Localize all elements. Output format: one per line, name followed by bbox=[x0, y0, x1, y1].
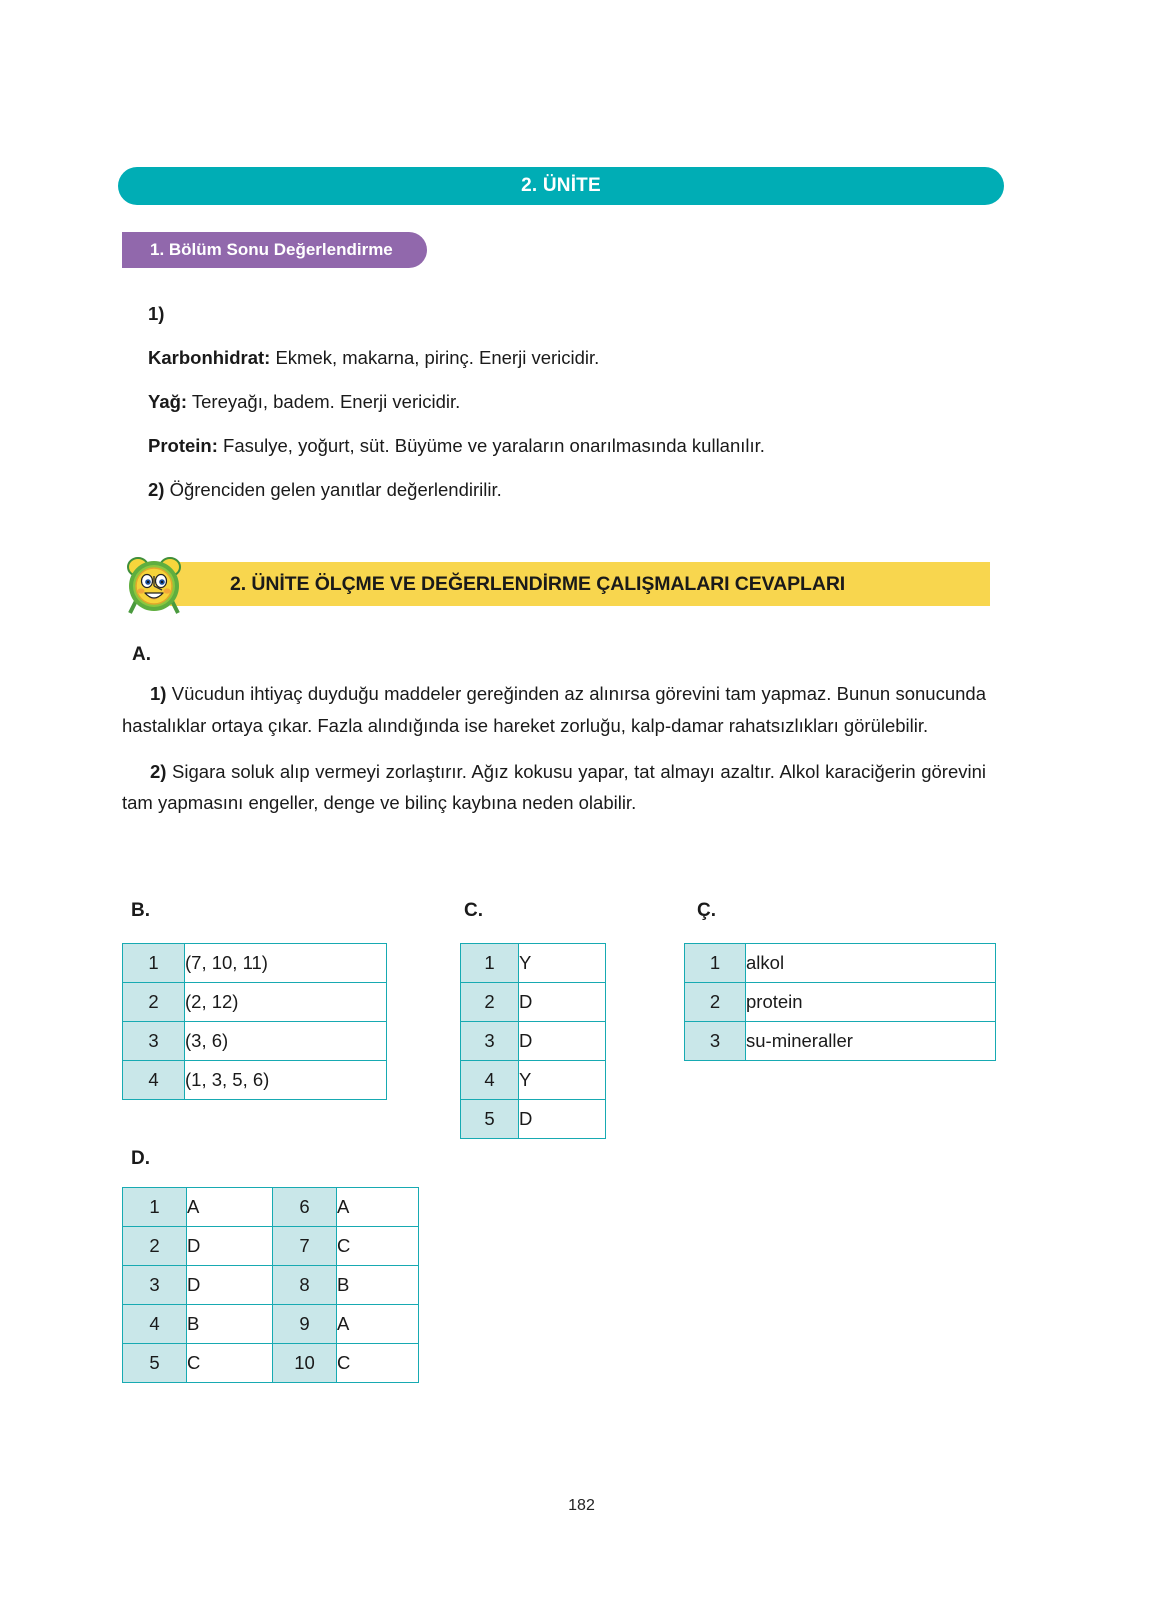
evaluation-banner-title: 2. ÜNİTE ÖLÇME VE DEĞERLENDİRME ÇALIŞMALARI CEVAPLARI bbox=[230, 572, 846, 595]
row-number: 2 bbox=[461, 983, 519, 1022]
nutrient-term-carb: Karbonhidrat: bbox=[148, 347, 271, 369]
q1-label: 1) bbox=[148, 303, 165, 324]
nutrient-item-protein bbox=[148, 432, 1008, 460]
row-value-right: C bbox=[337, 1227, 419, 1266]
unit-title-bar bbox=[118, 167, 1004, 205]
q2-line bbox=[148, 476, 1008, 504]
row-number: 1 bbox=[685, 944, 746, 983]
page-number: 182 bbox=[568, 1497, 595, 1514]
section-a-item-2 bbox=[122, 756, 986, 820]
row-value: (2, 12) bbox=[185, 983, 387, 1022]
row-number-right: 10 bbox=[273, 1344, 337, 1383]
nutrient-text-protein: Fasulye, yoğurt, süt. Büyüme ve yaraların onarılmasında kullanılır. bbox=[217, 435, 765, 457]
alarm-clock-mascot-icon bbox=[122, 553, 188, 615]
table-row bbox=[123, 1266, 419, 1305]
row-number: 5 bbox=[461, 1100, 519, 1139]
q2-text: Öğrenciden gelen yanıtlar değerlendirilir. bbox=[164, 479, 502, 501]
row-number-right: 7 bbox=[273, 1227, 337, 1266]
section-cc-answer-table bbox=[684, 943, 996, 1061]
section-a-item-1-text: Vücudun ihtiyaç duyduğu maddeler gereğinden az alınırsa görevini tam yapmaz. Bunun sonucunda hastalıklar ortaya çıkar. Fazla alındığında ise hareket zorluğu, kalp-damar rahatsızlıkları görülebilir. bbox=[122, 683, 986, 736]
row-value-left: A bbox=[187, 1188, 273, 1227]
evaluation-banner bbox=[122, 560, 1012, 610]
row-value-right: B bbox=[337, 1266, 419, 1305]
section-c-answer-table bbox=[460, 943, 606, 1139]
row-number-left: 2 bbox=[123, 1227, 187, 1266]
evaluation-banner-bar bbox=[170, 562, 990, 606]
row-value-left: C bbox=[187, 1344, 273, 1383]
nutrient-item-carb bbox=[148, 344, 1008, 372]
row-number: 2 bbox=[123, 983, 185, 1022]
q1-label-line bbox=[148, 300, 1008, 328]
row-value-right: A bbox=[337, 1305, 419, 1344]
section-one-body bbox=[148, 300, 1008, 521]
row-value: D bbox=[519, 1100, 606, 1139]
table-row bbox=[685, 944, 996, 983]
table-row bbox=[123, 1344, 419, 1383]
row-value: (3, 6) bbox=[185, 1022, 387, 1061]
nutrient-text-fat: Tereyağı, badem. Enerji vericidir. bbox=[187, 391, 461, 413]
row-number: 3 bbox=[461, 1022, 519, 1061]
row-value-right: C bbox=[337, 1344, 419, 1383]
row-number-right: 9 bbox=[273, 1305, 337, 1344]
section-badge-text: 1. Bölüm Sonu Değerlendirme bbox=[150, 240, 393, 259]
table-row bbox=[685, 1022, 996, 1061]
section-a-item-1 bbox=[122, 678, 986, 742]
table-row bbox=[461, 1022, 606, 1061]
table-row bbox=[461, 944, 606, 983]
table-row bbox=[123, 1227, 419, 1266]
row-number-left: 5 bbox=[123, 1344, 187, 1383]
row-number-left: 1 bbox=[123, 1188, 187, 1227]
row-value: (7, 10, 11) bbox=[185, 944, 387, 983]
row-number: 2 bbox=[685, 983, 746, 1022]
row-number: 4 bbox=[461, 1061, 519, 1100]
table-row bbox=[123, 944, 387, 983]
row-number: 1 bbox=[123, 944, 185, 983]
section-a-item-2-label: 2) bbox=[150, 760, 167, 782]
section-a-body bbox=[122, 678, 986, 833]
nutrient-text-carb: Ekmek, makarna, pirinç. Enerji vericidir. bbox=[270, 347, 600, 369]
section-d-answer-table bbox=[122, 1187, 419, 1383]
row-value: D bbox=[519, 983, 606, 1022]
table-row bbox=[123, 1061, 387, 1100]
nutrient-item-fat bbox=[148, 388, 1008, 416]
row-value: Y bbox=[519, 1061, 606, 1100]
section-c-label: C. bbox=[464, 900, 483, 921]
row-value: su-mineraller bbox=[746, 1022, 996, 1061]
row-value: D bbox=[519, 1022, 606, 1061]
section-a-item-2-text: Sigara soluk alıp vermeyi zorlaştırır. Ağız kokusu yapar, tat almayı azaltır. Alkol karaciğerin görevini tam yapmasını engeller, denge ve bilinç kaybına neden olabilir. bbox=[122, 760, 986, 814]
section-cc-label: Ç. bbox=[697, 900, 716, 921]
unit-title-text: 2. ÜNİTE bbox=[521, 175, 601, 196]
row-value-left: B bbox=[187, 1305, 273, 1344]
row-value: protein bbox=[746, 983, 996, 1022]
nutrient-term-protein: Protein: bbox=[148, 435, 218, 457]
nutrient-term-fat: Yağ: bbox=[148, 391, 188, 413]
row-number-right: 8 bbox=[273, 1266, 337, 1305]
row-value-left: D bbox=[187, 1266, 273, 1305]
table-row bbox=[123, 1305, 419, 1344]
table-row bbox=[461, 983, 606, 1022]
row-number: 3 bbox=[123, 1022, 185, 1061]
section-b-label: B. bbox=[131, 900, 150, 921]
row-value-left: D bbox=[187, 1227, 273, 1266]
row-number-left: 4 bbox=[123, 1305, 187, 1344]
row-value: Y bbox=[519, 944, 606, 983]
table-row bbox=[461, 1061, 606, 1100]
table-row bbox=[461, 1100, 606, 1139]
row-number: 3 bbox=[685, 1022, 746, 1061]
table-row bbox=[685, 983, 996, 1022]
row-value-right: A bbox=[337, 1188, 419, 1227]
section-badge bbox=[122, 232, 427, 268]
section-a-item-1-label: 1) bbox=[150, 683, 167, 704]
row-number: 4 bbox=[123, 1061, 185, 1100]
section-a-label: A. bbox=[132, 644, 151, 665]
row-value: alkol bbox=[746, 944, 996, 983]
section-d-label: D. bbox=[131, 1148, 150, 1169]
section-b-answer-table bbox=[122, 943, 387, 1100]
table-row bbox=[123, 1022, 387, 1061]
row-number: 1 bbox=[461, 944, 519, 983]
row-number-left: 3 bbox=[123, 1266, 187, 1305]
table-row bbox=[123, 1188, 419, 1227]
row-value: (1, 3, 5, 6) bbox=[185, 1061, 387, 1100]
row-number-right: 6 bbox=[273, 1188, 337, 1227]
q2-label: 2) bbox=[148, 479, 165, 501]
table-row bbox=[123, 983, 387, 1022]
